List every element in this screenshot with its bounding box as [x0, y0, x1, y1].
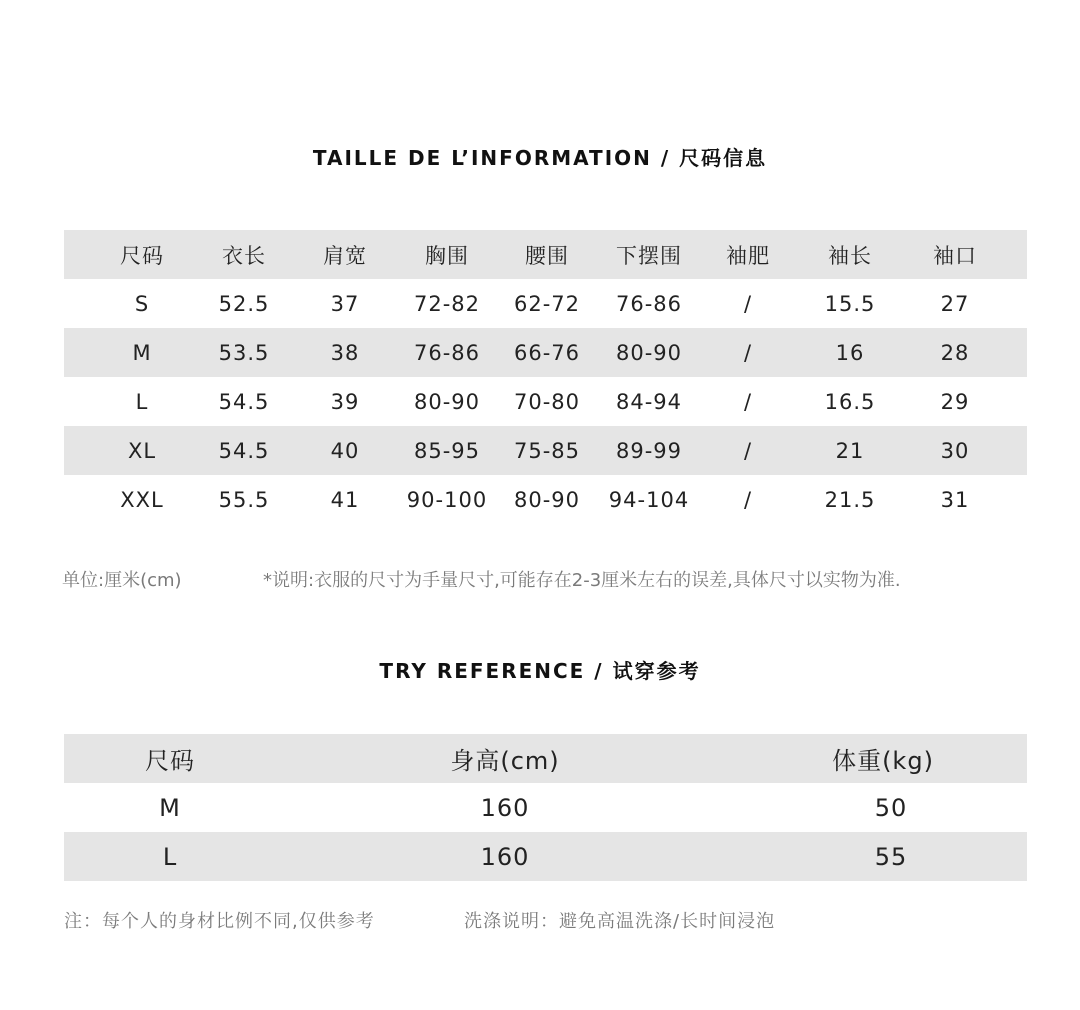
cell-height: 160 [480, 842, 530, 871]
cell-sleeve-length: 16.5 [824, 389, 876, 414]
header-height: 身高(cm) [450, 747, 560, 775]
table-row [64, 783, 1027, 832]
cell-waist: 70-80 [513, 389, 581, 414]
cell-sleeve-length: 21.5 [824, 487, 876, 512]
header-sleeve-length: 袖长 [828, 243, 872, 268]
header-size: 尺码 [145, 747, 195, 775]
size-table [64, 230, 1027, 524]
size-table-header-row [64, 230, 1027, 279]
header-hem: 下摆围 [616, 243, 682, 268]
cell-size: S [134, 291, 150, 316]
cell-size: XL [127, 438, 157, 463]
try-table-header-row [64, 734, 1027, 783]
cell-shoulder: 37 [330, 291, 360, 316]
table-row [64, 475, 1027, 524]
header-length: 衣长 [222, 243, 266, 268]
header-size: 尺码 [120, 243, 164, 268]
cell-sleeve-length: 16 [835, 340, 865, 365]
cell-length: 54.5 [218, 389, 270, 414]
try-reference-title: TRY REFERENCE / 试穿参考 [379, 659, 701, 683]
cell-waist: 62-72 [513, 291, 581, 316]
cell-size: L [162, 842, 178, 871]
cell-cuff: 31 [940, 487, 970, 512]
table-row [64, 328, 1027, 377]
cell-hem: 76-86 [615, 291, 683, 316]
cell-size: M [132, 340, 152, 365]
cell-hem: 80-90 [615, 340, 683, 365]
cell-length: 55.5 [218, 487, 270, 512]
measurement-explanation-note: *说明:衣服的尺寸为手量尺寸,可能存在2-3厘米左右的误差,具体尺寸以实物为准. [263, 570, 901, 591]
cell-sleeve-length: 21 [835, 438, 865, 463]
cell-waist: 75-85 [513, 438, 581, 463]
cell-length: 52.5 [218, 291, 270, 316]
cell-hem: 89-99 [615, 438, 683, 463]
cell-cuff: 30 [940, 438, 970, 463]
table-row [64, 377, 1027, 426]
size-info-title: TAILLE DE L’INFORMATION / 尺码信息 [312, 146, 768, 170]
cell-size: M [159, 793, 181, 822]
cell-cuff: 28 [940, 340, 970, 365]
header-weight: 体重(kg) [832, 747, 934, 775]
cell-sleeve-width: / [743, 389, 753, 414]
cell-sleeve-width: / [743, 291, 753, 316]
header-waist: 腰围 [525, 243, 569, 268]
header-sleeve-width: 袖肥 [726, 243, 770, 268]
header-shoulder: 肩宽 [323, 243, 367, 268]
cell-length: 53.5 [218, 340, 270, 365]
cell-shoulder: 41 [330, 487, 360, 512]
cell-cuff: 29 [940, 389, 970, 414]
cell-height: 160 [480, 793, 530, 822]
fit-disclaimer-note: 注：每个人的身材比例不同,仅供参考 [64, 911, 375, 932]
cell-length: 54.5 [218, 438, 270, 463]
header-cuff: 袖口 [933, 243, 977, 268]
cell-chest: 76-86 [413, 340, 481, 365]
cell-chest: 85-95 [413, 438, 481, 463]
cell-shoulder: 38 [330, 340, 360, 365]
cell-sleeve-width: / [743, 438, 753, 463]
cell-sleeve-width: / [743, 340, 753, 365]
cell-weight: 50 [874, 793, 908, 822]
unit-note: 单位:厘米(cm) [62, 570, 182, 591]
header-chest: 胸围 [425, 243, 469, 268]
cell-chest: 72-82 [413, 291, 481, 316]
cell-chest: 90-100 [406, 487, 488, 512]
cell-waist: 80-90 [513, 487, 581, 512]
table-row [64, 832, 1027, 881]
cell-sleeve-length: 15.5 [824, 291, 876, 316]
cell-waist: 66-76 [513, 340, 581, 365]
cell-weight: 55 [874, 842, 908, 871]
table-row [64, 279, 1027, 328]
cell-hem: 94-104 [608, 487, 690, 512]
cell-hem: 84-94 [615, 389, 683, 414]
cell-size: XXL [120, 487, 164, 512]
cell-shoulder: 40 [330, 438, 360, 463]
try-reference-table [64, 734, 1027, 881]
cell-size: L [135, 389, 149, 414]
cell-cuff: 27 [940, 291, 970, 316]
washing-instructions-note: 洗涤说明：避免高温洗涤/长时间浸泡 [464, 911, 776, 932]
cell-sleeve-width: / [743, 487, 753, 512]
cell-shoulder: 39 [330, 389, 360, 414]
table-row [64, 426, 1027, 475]
cell-chest: 80-90 [413, 389, 481, 414]
